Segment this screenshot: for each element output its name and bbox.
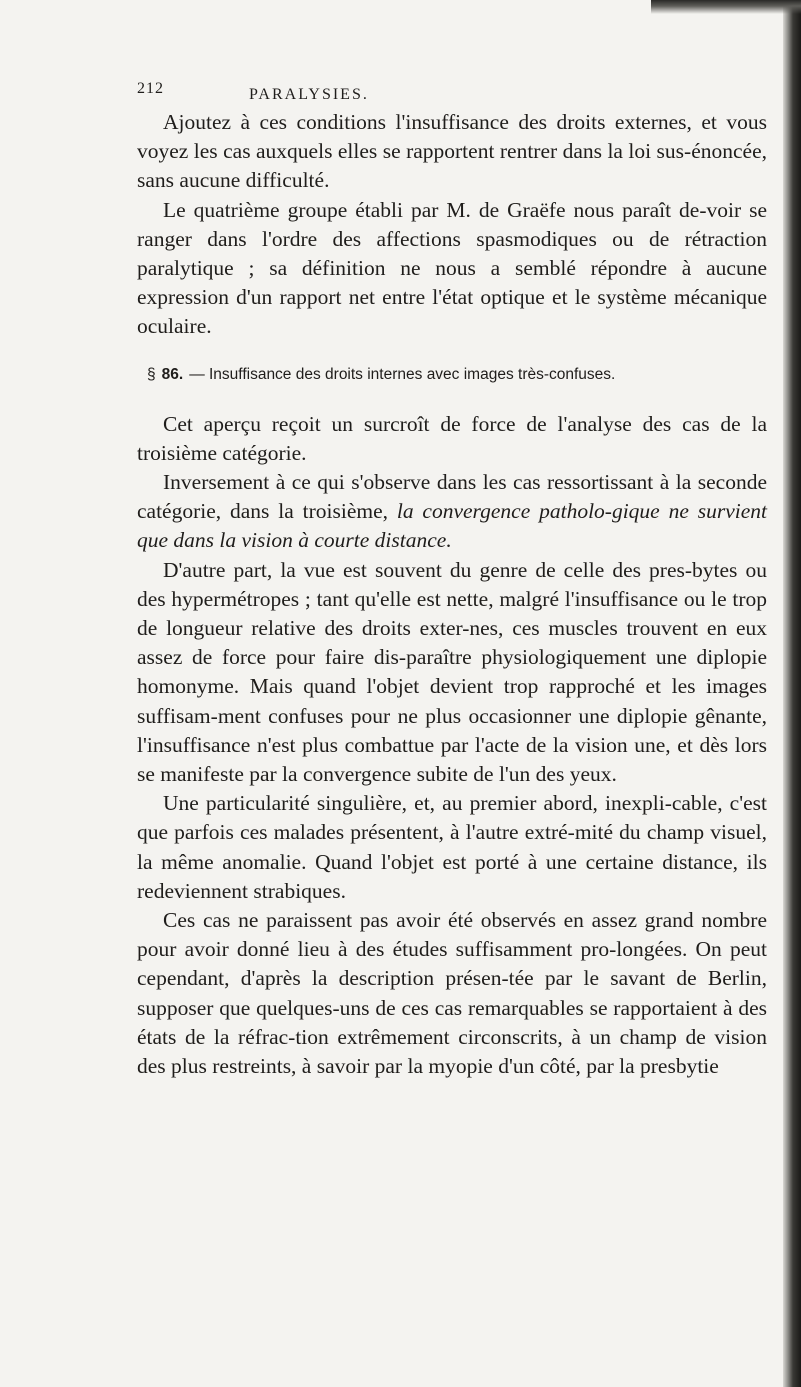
page-corner-shadow — [651, 0, 801, 14]
page-edge-shadow — [783, 0, 801, 1387]
paragraph-7: Ces cas ne paraissent pas avoir été observés en assez grand nombre pour avoir donné lieu à des études suffisamment pro-longées. On peut cependant, d'après la description présen-tée par le savant de Berlin, supposer que quelques-uns de ces cas remarquables se rapportaient à des états de la réfrac-tion extrêmement circonscrits, à un champ de vision des plus restreints, à savoir par la myopie d'un côté, par la presbytie — [137, 908, 767, 1079]
paragraph-4-italic: la convergence patholo-gique ne survient que dans la vision à courte distance. — [137, 499, 767, 553]
section-number: 86. — [161, 365, 184, 383]
page-body — [137, 108, 767, 1081]
paragraph-2: Le quatrième groupe établi par M. de Graëfe nous paraît de-voir se ranger dans l'ordre des affections spasmodiques ou de rétraction paralytique ; sa définition ne nous a semblé répondre à aucune expression d'un rapport net entre l'état optique et le système mécanique oculaire. — [137, 197, 767, 339]
section-title: — Insuffisance des droits internes avec images très-confuses. — [189, 365, 616, 383]
section-sign: § — [147, 365, 156, 383]
paragraph-5: D'autre part, la vue est souvent du genre de celle des pres-bytes ou des hypermétropes ; tant qu'elle est nette, malgré l'insuffisance ou le trop de longueur relative des droits exter-nes, ces muscles trouvent en eux assez de force pour faire dis-paraître physiologiquement une diplopie homonyme. Mais quand l'objet devient trop rapproché et les images suffisam-ment confuses pour ne plus occasionner une diplopie gênante, l'insuffisance n'est plus combattue par l'acte de la vision une, et dès lors se manifeste par la convergence subite de l'un des yeux. — [137, 557, 767, 787]
page-number: 212 — [137, 80, 164, 97]
running-title: PARALYSIES. — [249, 86, 369, 103]
paragraph-1: Ajoutez à ces conditions l'insuffisance des droits externes, et vous voyez les cas auxquels elles se rapportent rentrer dans la loi sus-énoncée, sans aucune difficulté. — [137, 110, 767, 193]
paragraph-6: Une particularité singulière, et, au premier abord, inexpli-cable, c'est que parfois ces malades présentent, à l'autre extré-mité du champ visuel, la même anomalie. Quand l'objet est porté à une certaine distance, ils redeviennent strabiques. — [137, 791, 767, 903]
paragraph-3: Cet aperçu reçoit un surcroît de force de l'analyse des cas de la troisième catégorie. — [137, 411, 767, 465]
section-heading — [147, 364, 767, 386]
paragraph-4-text: Inversement à ce qui s'observe dans les cas ressortissant à la seconde catégorie, dans la troisième, — [137, 470, 767, 524]
paragraph-4 — [137, 468, 767, 556]
page-header — [137, 80, 777, 110]
